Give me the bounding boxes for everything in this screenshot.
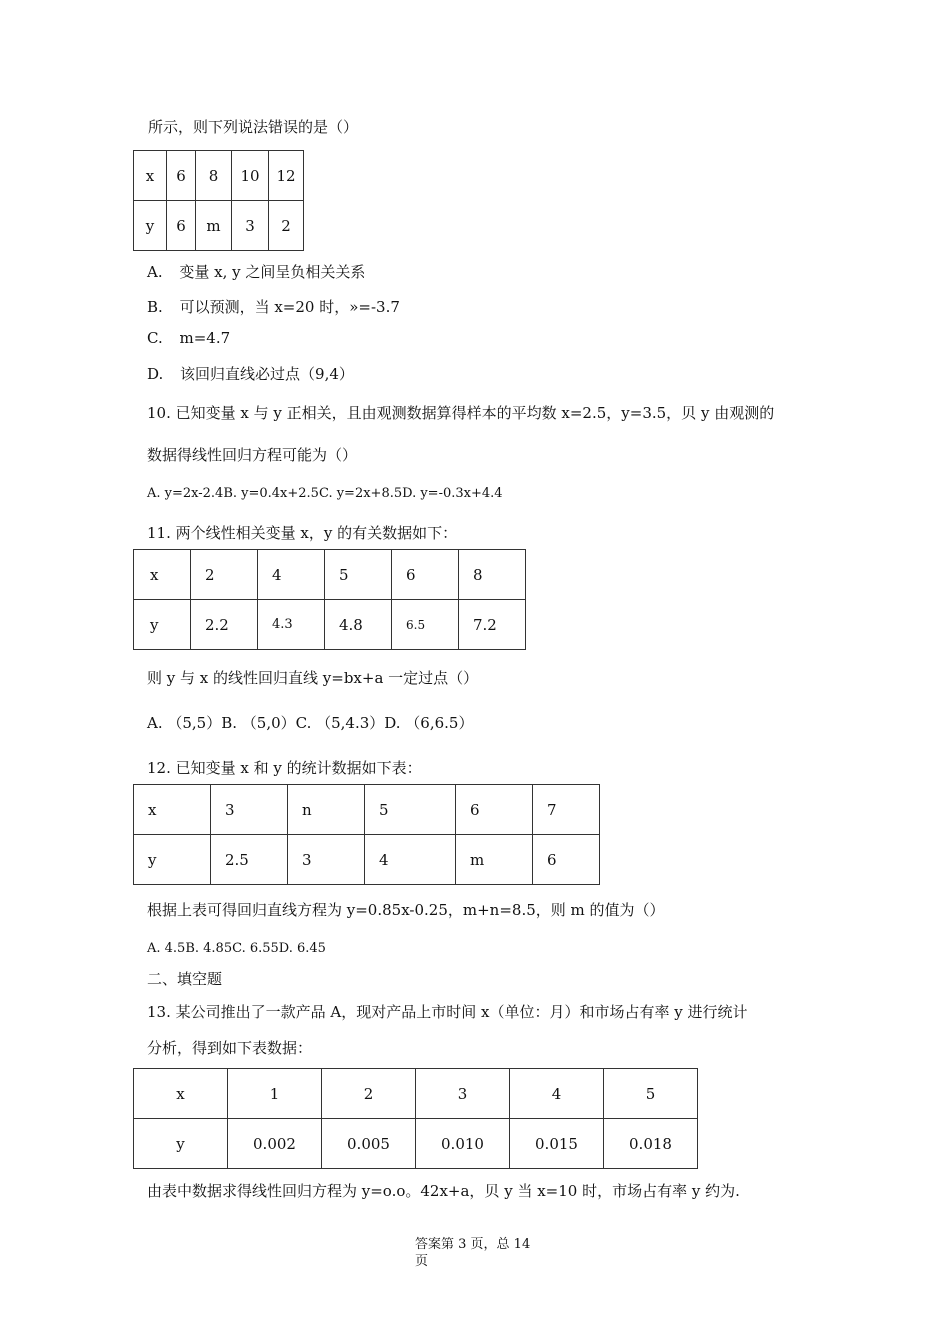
table-row	[134, 600, 526, 650]
table-cell: 2.2	[191, 600, 258, 650]
table-cell: y	[134, 1119, 228, 1169]
table-row	[134, 151, 304, 201]
table-q13	[133, 1068, 698, 1169]
option-text: 可以预测，当 x=20 时，»=-3.7	[179, 298, 400, 316]
table-cell: 7	[533, 785, 600, 835]
table-cell: m	[196, 201, 232, 251]
table-cell: 6	[456, 785, 533, 835]
footer-line2: 页	[415, 1254, 429, 1269]
table-row	[134, 1069, 698, 1119]
table-cell: 6	[167, 201, 196, 251]
section-heading: 二、填空题	[147, 970, 223, 988]
table-cell: 6	[167, 151, 196, 201]
table-cell: 0.005	[322, 1119, 416, 1169]
table-cell: 0.018	[604, 1119, 698, 1169]
table-cell: 0.010	[416, 1119, 510, 1169]
table-cell: 10	[232, 151, 269, 201]
table-cell: m	[456, 835, 533, 885]
option-text: m=4.7	[179, 329, 231, 347]
table-cell: n	[288, 785, 365, 835]
table-cell: x	[134, 550, 191, 600]
table-row	[134, 550, 526, 600]
table-q11	[133, 549, 526, 650]
table-cell: y	[134, 201, 167, 251]
table-cell: 6	[533, 835, 600, 885]
table-cell: 2	[191, 550, 258, 600]
table-cell: 1	[228, 1069, 322, 1119]
q12-line-after: 根据上表可得回归直线方程为 y=0.85x-0.25，m+n=8.5，则 m 的值为（）	[147, 901, 665, 919]
option-c	[147, 329, 230, 347]
table-cell: 3	[416, 1069, 510, 1119]
table-row	[134, 201, 304, 251]
q13-line2: 分析，得到如下表数据：	[147, 1039, 313, 1057]
table-cell: y	[134, 835, 211, 885]
q12-options: A. 4.5B. 4.85C. 6.55D. 6.45	[147, 941, 326, 956]
table-cell: 7.2	[459, 600, 526, 650]
table-q9	[133, 150, 304, 251]
table-cell: 5	[365, 785, 456, 835]
option-text: 变量 x, y 之间呈负相关关系	[179, 263, 366, 281]
option-b	[147, 296, 400, 317]
table-row	[134, 835, 600, 885]
table-cell: 8	[196, 151, 232, 201]
table-cell: 4	[510, 1069, 604, 1119]
option-d	[147, 363, 354, 384]
option-text: 该回归直线必过点（9,4）	[180, 365, 354, 383]
q12-stem: 12. 已知变量 x 和 y 的统计数据如下表：	[147, 759, 422, 777]
table-cell: x	[134, 151, 167, 201]
table-cell: 3	[232, 201, 269, 251]
table-cell: 4	[365, 835, 456, 885]
table-row	[134, 785, 600, 835]
option-label: C.	[147, 329, 163, 347]
option-a	[147, 261, 365, 282]
q13-line1: 13. 某公司推出了一款产品 A，现对产品上市时间 x（单位：月）和市场占有率 y 进行统计	[147, 1003, 748, 1021]
option-label: D.	[147, 365, 164, 383]
table-cell: 5	[325, 550, 392, 600]
table-cell: 4.3	[258, 600, 325, 650]
q9-intro: 所示，则下列说法错误的是（）	[148, 118, 359, 136]
q10-line1: 10. 已知变量 x 与 y 正相关，且由观测数据算得样本的平均数 x=2.5，y=3.5，贝 y 由观测的	[147, 404, 775, 422]
option-label: A.	[147, 263, 163, 281]
q11-line-after: 则 y 与 x 的线性回归直线 y=bx+a 一定过点（）	[147, 669, 479, 687]
table-cell: 5	[604, 1069, 698, 1119]
table-cell: 2.5	[211, 835, 288, 885]
table-cell: 0.002	[228, 1119, 322, 1169]
table-cell: 4.8	[325, 600, 392, 650]
table-cell: 0.015	[510, 1119, 604, 1169]
table-cell: 2	[322, 1069, 416, 1119]
footer-line1: 答案第 3 页，总 14	[415, 1237, 531, 1252]
q13-line-after: 由表中数据求得线性回归方程为 y=o.o。42x+a，贝 y 当 x=10 时，市场占有率 y 约为.	[147, 1182, 740, 1200]
table-cell: 3	[211, 785, 288, 835]
q10-options: A. y=2x-2.4B. y=0.4x+2.5C. y=2x+8.5D. y=-0.3x+4.4	[147, 486, 503, 501]
table-cell: x	[134, 785, 211, 835]
table-cell: 4	[258, 550, 325, 600]
q11-stem: 11. 两个线性相关变量 x，y 的有关数据如下：	[147, 524, 458, 542]
table-cell: 3	[288, 835, 365, 885]
table-q12	[133, 784, 600, 885]
table-row	[134, 1119, 698, 1169]
table-cell: 8	[459, 550, 526, 600]
page-footer	[415, 1236, 530, 1270]
table-cell: 6.5	[392, 600, 459, 650]
q10-line2: 数据得线性回归方程可能为（）	[147, 446, 358, 464]
option-label: B.	[147, 298, 163, 316]
table-cell: y	[134, 600, 191, 650]
table-cell: x	[134, 1069, 228, 1119]
table-cell: 2	[269, 201, 304, 251]
table-cell: 6	[392, 550, 459, 600]
table-cell: 12	[269, 151, 304, 201]
q11-options: A. （5,5）B. （5,0）C. （5,4.3）D. （6,6.5）	[147, 714, 474, 732]
